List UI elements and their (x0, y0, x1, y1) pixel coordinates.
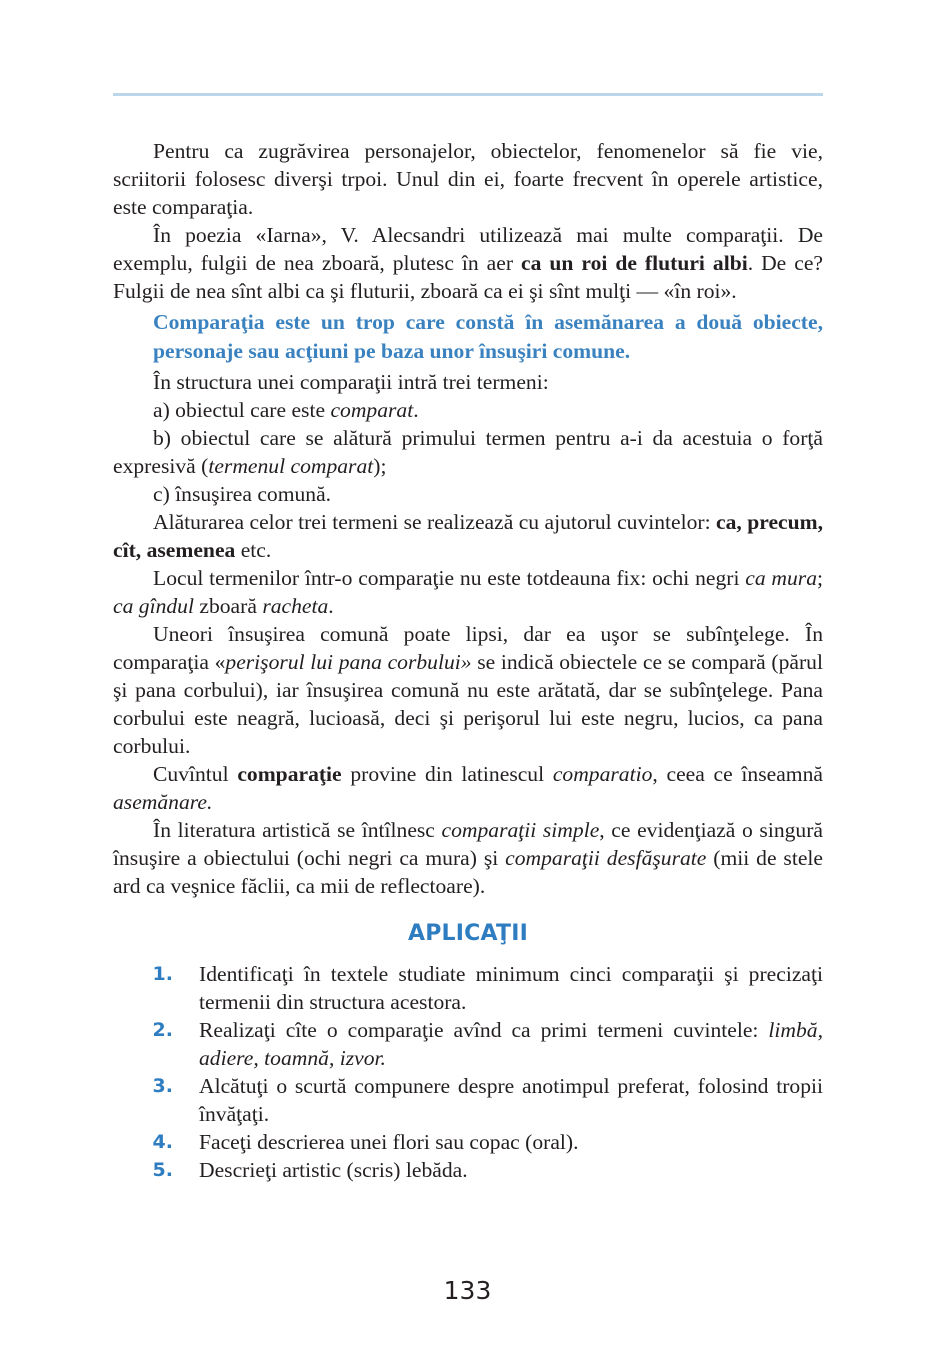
page-number: 133 (443, 1276, 492, 1305)
paragraph-missing-trait: Uneori însuşirea comună poate lipsi, dar ea uşor se subînţelege. În comparaţia «perişorul lui pana corbului» se indică obiectele ce se compară (părul şi pana corbului), iar însuşirea comună nu este arătată, dar se subînţelege. Pana corbului este neagră, lucioasă, deci şi perişorul lui este negru, lucios, ca pana corbului. (113, 622, 823, 758)
applications-list (113, 960, 823, 1184)
item-text: Descrieţi artistic (scris) lebăda. (199, 1158, 468, 1182)
item-number: 4. (152, 1131, 173, 1153)
list-item (113, 1016, 823, 1072)
term-a: a) obiectul care este comparat. (153, 398, 419, 422)
list-item (113, 960, 823, 1016)
paragraph-order: Locul termenilor într-o comparaţie nu este totdeauna fix: ochi negri ca mura; ca gîndul zboară racheta. (113, 566, 824, 618)
paragraph-types: În literatura artistică se întîlnesc comparaţii simple, ce evidenţiază o singură însuşire a obiectului (ochi negri ca mura) şi comparaţii desfăşurate (mii de stele ard ca veşnice făclii, ca mii de reflectoare). (113, 818, 823, 898)
item-text: Faceţi descrierea unei flori sau copac (oral). (199, 1130, 579, 1154)
item-text: Alcătuţi o scurtă compunere despre anotimpul preferat, folosind tropii învăţaţi. (199, 1074, 823, 1126)
item-number: 1. (152, 963, 173, 985)
paragraph-connectors: Alăturarea celor trei termeni se realizează cu ajutorul cuvintelor: ca, precum, cît, asemenea etc. (113, 510, 824, 562)
item-text: Realizaţi cîte o comparaţie avînd ca primi termeni cuvintele: limbă, adiere, toamnă, izvor. (199, 1018, 823, 1070)
paragraph-structure: În structura unei comparaţii intră trei termeni: (153, 370, 549, 394)
paragraph-etymology: Cuvîntul comparaţie provine din latinescul comparatio, ceea ce înseamnă asemănare. (113, 762, 823, 814)
item-number: 2. (152, 1019, 173, 1041)
example-phrase: ca un roi de fluturi albi (521, 251, 748, 275)
applications-heading: APLICAŢII (408, 921, 528, 946)
item-number: 5. (152, 1159, 173, 1181)
paragraph-intro: Pentru ca zugrăvirea personajelor, obiectelor, fenomenelor să fie vie, scriitorii folosesc diverşi trpoi. Unul din ei, foarte frecvent în operele artistice, este comparaţia. (113, 139, 823, 219)
paragraph-iarna: În poezia «Iarna», V. Alecsandri utilizează mai multe comparaţii. De exemplu, fulgii de nea zboară, plutesc în aer ca un roi de fluturi albi. De ce? Fulgii de nea sînt albi ca şi fluturii, zboară ca ei şi sînt mulţi — «în roi». (113, 223, 823, 303)
list-item (113, 1156, 823, 1184)
item-text: Identificaţi în textele studiate minimum cinci comparaţii şi precizaţi termenii din structura acestora. (199, 962, 823, 1014)
definition-box: Comparaţia este un trop care constă în asemănarea a două obiecte, personaje sau acţiuni pe baza unor însuşiri comune. (153, 310, 823, 363)
term-b: b) obiectul care se alătură primului termen pentru a-i da acestuia o forţă expresivă (termenul comparat); (113, 426, 823, 478)
list-item (113, 1128, 823, 1156)
header-rule (113, 93, 823, 96)
item-number: 3. (152, 1075, 173, 1097)
term-c: c) însuşirea comună. (153, 482, 332, 506)
page-content (113, 137, 823, 1184)
list-item (113, 1072, 823, 1128)
